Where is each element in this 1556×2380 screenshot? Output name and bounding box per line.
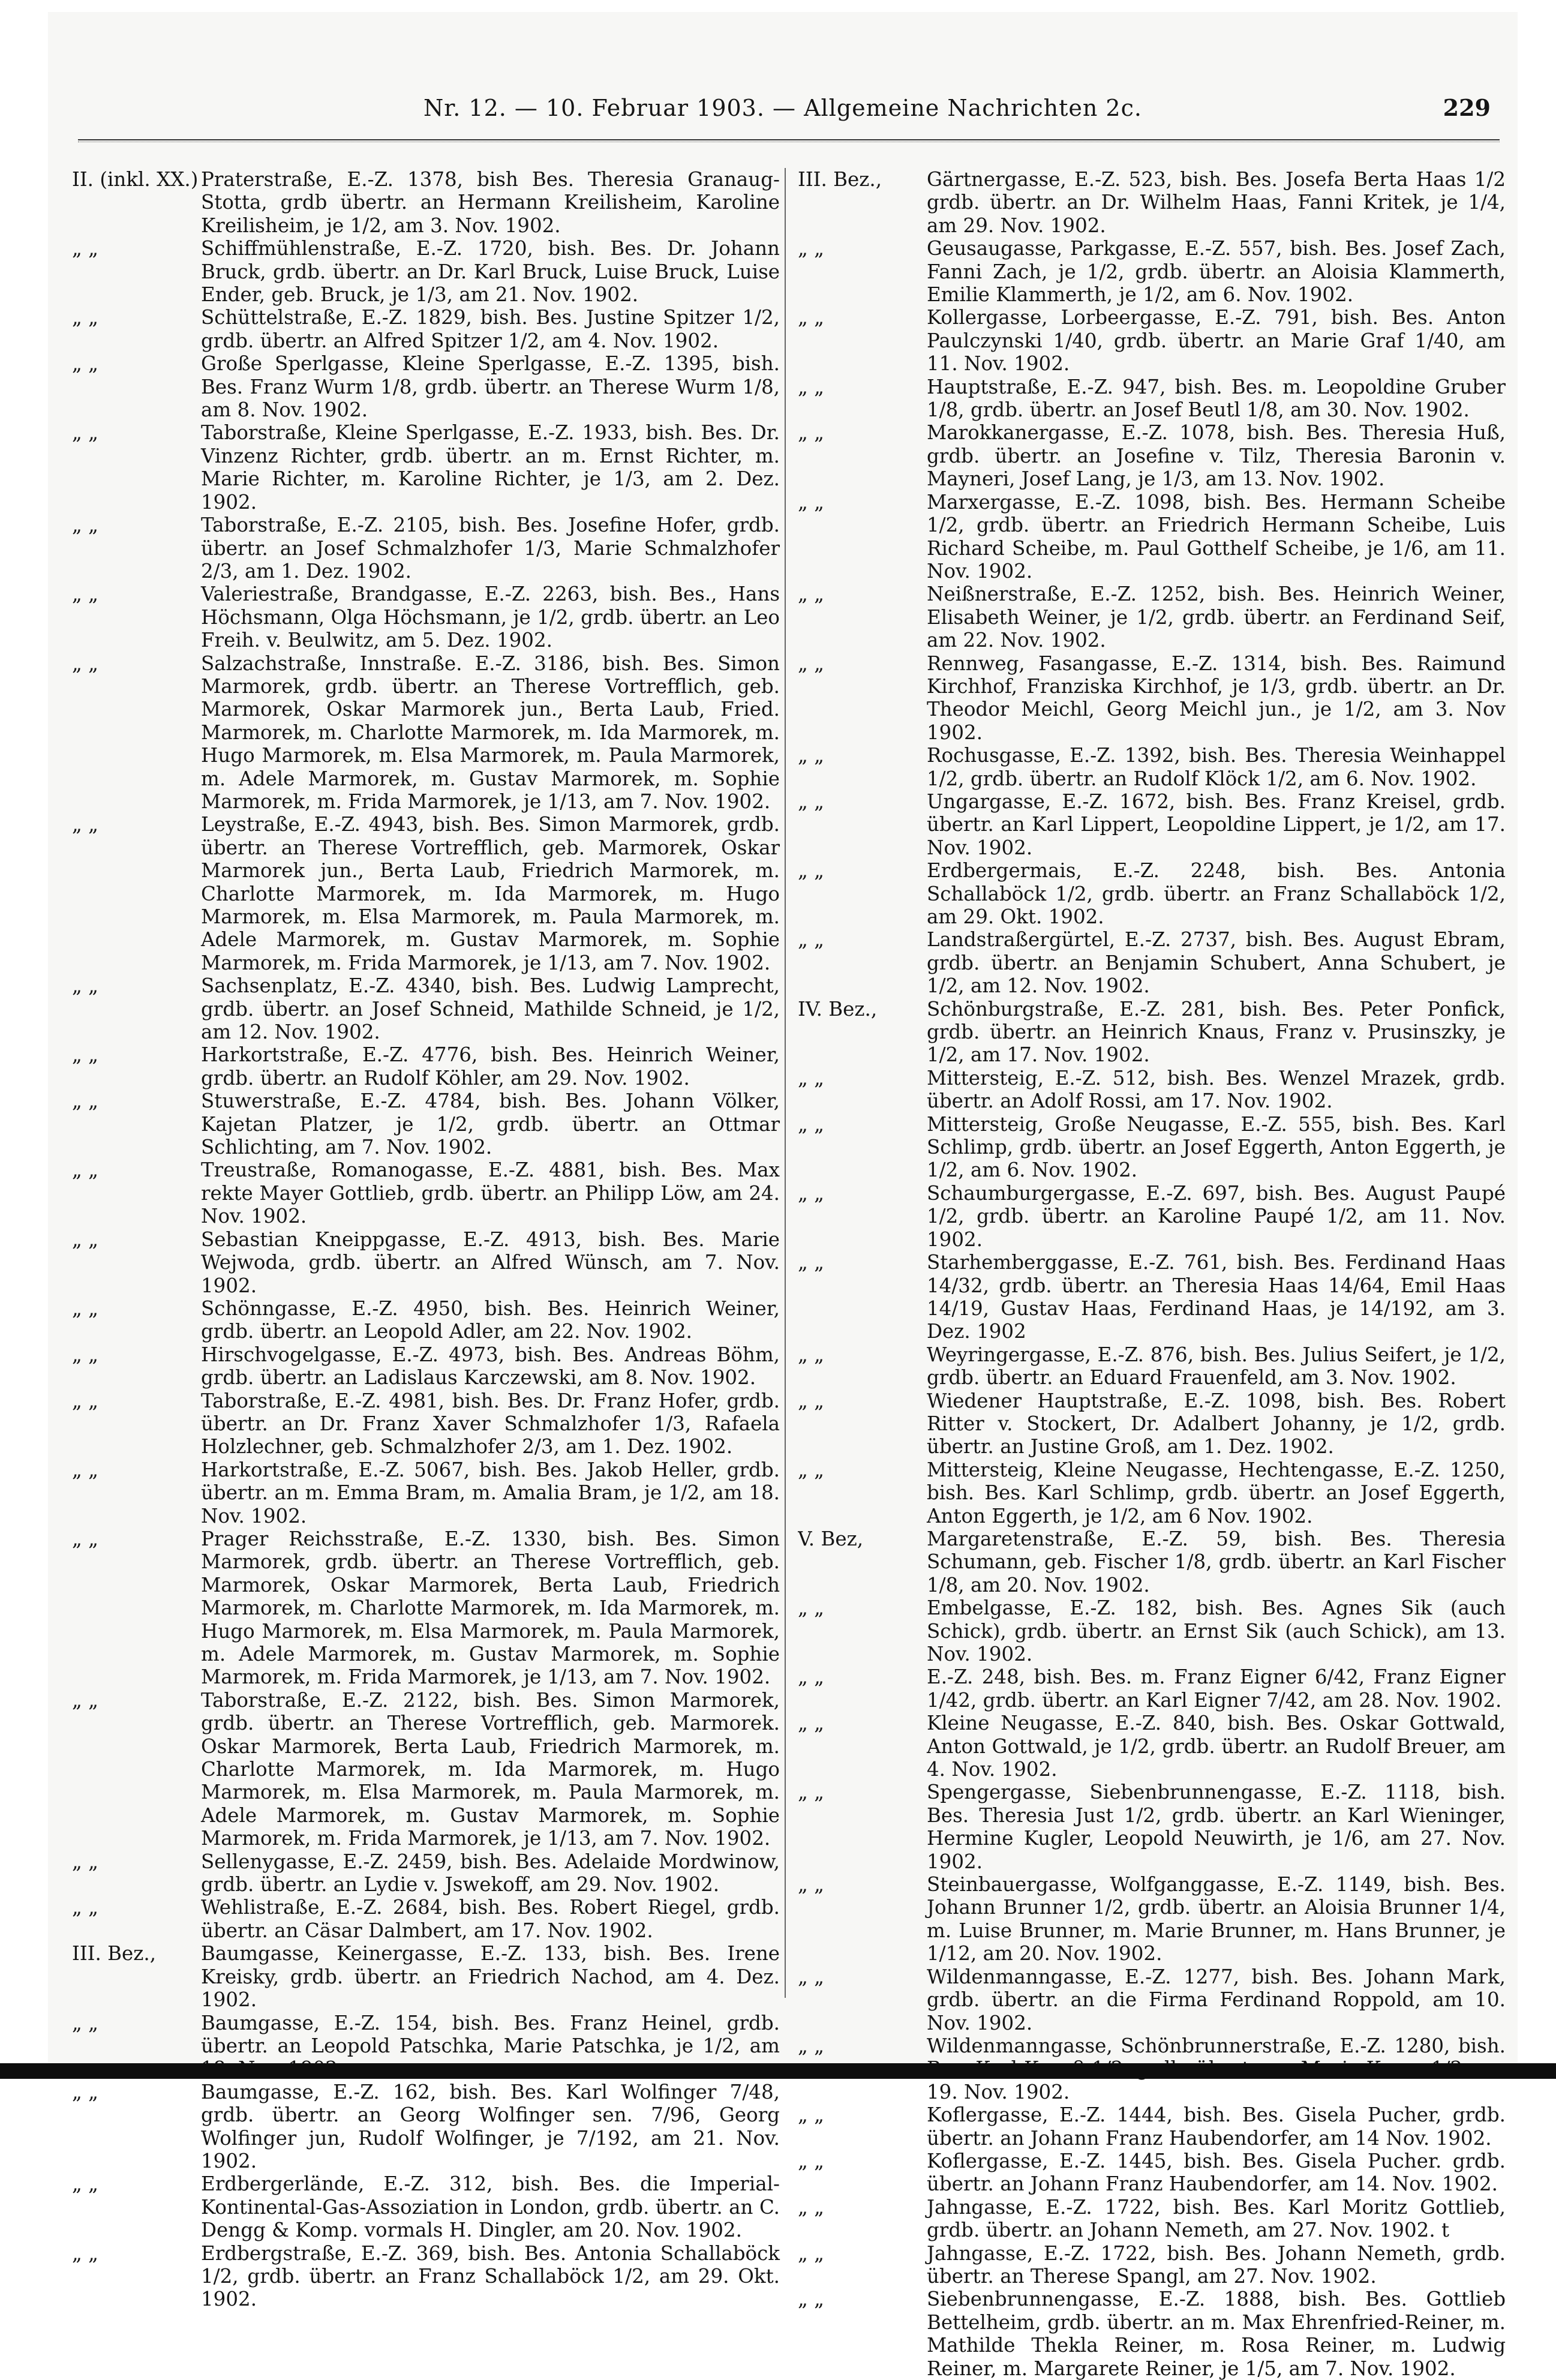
district-label: „ „	[798, 790, 927, 859]
entry-text: Treustraße, Romanogasse, E.-Z. 4881, bish. Bes. Max rekte Mayer Gottlieb, grdb. übertr. an Philipp Löw, am 24. Nov. 1902.	[201, 1159, 780, 1227]
district-label: „ „	[798, 1712, 927, 1781]
register-entry	[798, 421, 1506, 490]
running-title: Nr. 12. — 10. Februar 1903. — Allgemeine Nachrichten 2c.	[48, 90, 1518, 126]
district-label: „ „	[798, 2242, 927, 2288]
district-label: „ „	[798, 2196, 927, 2242]
district-label: „ „	[72, 974, 201, 1043]
entry-text: Neißnerstraße, E.-Z. 1252, bish. Bes. Heinrich Weiner, Elisabeth Weiner, je 1/2, grdb. übertr. an Ferdinand Seif, am 22. Nov. 1902.	[927, 583, 1506, 652]
register-entry	[798, 1251, 1506, 1343]
entry-text: Taborstraße, Kleine Sperlgasse, E.-Z. 1933, bish. Bes. Dr. Vinzenz Richter, grdb. übertr. an m. Ernst Richter, m. Marie Richter, m. Karoline Richter, je 1/3, am 2. Dez. 1902.	[201, 421, 780, 514]
entry-text: Steinbauergasse, Wolfganggasse, E.-Z. 1149, bish. Bes. Johann Brunner 1/2, grdb. übertr. an Aloisia Brunner 1/4, m. Luise Brunner, m. Marie Brunner, m. Hans Brunner, je 1/12, am 20. Nov. 1902.	[927, 1873, 1506, 1965]
register-entry	[72, 2081, 780, 2173]
entry-text: Spengergasse, Siebenbrunnengasse, E.-Z. 1118, bish. Bes. Theresia Just 1/2, grdb. übertr. an Karl Wieninger, Hermine Kugler, Leopold Neuwirth, je 1/6, am 27. Nov. 1902.	[927, 1781, 1506, 1873]
register-entry	[72, 1343, 780, 1389]
register-entry	[798, 1965, 1506, 2034]
district-label: „ „	[798, 1458, 927, 1527]
district-label: „ „	[798, 1067, 927, 1113]
register-entry	[798, 306, 1506, 375]
register-entry	[798, 2150, 1506, 2196]
district-label: IV. Bez.,	[798, 998, 927, 1067]
register-entry	[72, 1458, 780, 1527]
entry-text: Rennweg, Fasangasse, E.-Z. 1314, bish. Bes. Raimund Kirchhof, Franziska Kirchhof, je 1/3, grdb. übertr. an Dr. Theodor Meichl, Georg Meichl jun., je 1/2, am 3. Nov 1902.	[927, 652, 1506, 745]
register-entry	[72, 2172, 780, 2241]
page-header	[48, 90, 1518, 126]
district-label: „ „	[798, 744, 927, 790]
register-entry	[798, 1113, 1506, 1182]
district-label: „ „	[798, 1251, 927, 1343]
entry-text: Taborstraße, E.-Z. 2105, bish. Bes. Josefine Hofer, grdb. übertr. an Josef Schmalzhofer 1/3, Marie Schmalzhofer 2/3, am 1. Dez. 1902.	[201, 514, 780, 583]
entry-text: Wehlistraße, E.-Z. 2684, bish. Bes. Robert Riegel, grdb. übertr. an Cäsar Dalmbert, am 17. Nov. 1902.	[201, 1896, 780, 1942]
district-label: „ „	[72, 1159, 201, 1227]
district-label: III. Bez.,	[72, 1942, 201, 2011]
register-entry	[72, 421, 780, 514]
district-label: III. Bez.,	[798, 168, 927, 237]
register-entry	[72, 974, 780, 1043]
register-entry	[798, 1458, 1506, 1527]
entry-text: Harkortstraße, E.-Z. 4776, bish. Bes. Heinrich Weiner, grdb. übertr. an Rudolf Köhler, am 29. Nov. 1902.	[201, 1043, 780, 1090]
district-label: „ „	[72, 1090, 201, 1159]
register-entry	[798, 376, 1506, 422]
register-entry	[72, 306, 780, 352]
register-entry	[798, 2242, 1506, 2288]
district-label: „ „	[72, 2012, 201, 2081]
entry-text: Jahngasse, E.-Z. 1722, bish. Bes. Johann Nemeth, grdb. übertr. an Therese Spangl, am 27. Nov. 1902.	[927, 2242, 1506, 2288]
district-label: „ „	[72, 1896, 201, 1942]
entry-text: Mittersteig, Kleine Neugasse, Hechtengasse, E.-Z. 1250, bish. Bes. Karl Schlimp, grdb. übertr. an Josef Eggerth, Anton Eggerth, je 1/2, am 6 Nov. 1902.	[927, 1458, 1506, 1527]
district-label: „ „	[72, 2242, 201, 2311]
register-entry	[72, 583, 780, 652]
register-entry	[72, 168, 780, 237]
register-entry	[72, 1090, 780, 1159]
entry-text: Wildenmanngasse, Schönbrunnerstraße, E.-Z. 1280, bish. Bes. Karl Krauß 1/2, grdb. übertr. an Marie Kraus 1/2, am 19. Nov. 1902.	[927, 2034, 1506, 2103]
district-label: „ „	[72, 1343, 201, 1389]
register-entry	[798, 859, 1506, 928]
entry-text: Wiedener Hauptstraße, E.-Z. 1098, bish. Bes. Robert Ritter v. Stockert, Dr. Adalbert Johanny, je 1/2, grdb. übertr. an Justine Groß, am 1. Dez. 1902.	[927, 1389, 1506, 1458]
district-label: „ „	[798, 1965, 927, 2034]
header-rule	[78, 139, 1500, 142]
district-label: „ „	[798, 2288, 927, 2380]
district-label: „ „	[72, 514, 201, 583]
district-label: „ „	[798, 859, 927, 928]
entry-text: Stuwerstraße, E.-Z. 4784, bish. Bes. Johann Völker, Kajetan Platzer, je 1/2, grdb. übertr. an Ottmar Schlichting, am 7. Nov. 1902.	[201, 1090, 780, 1159]
page-number: 229	[1443, 90, 1491, 126]
register-entry	[72, 237, 780, 306]
district-label: „ „	[798, 928, 927, 997]
entry-text: Sellenygasse, E.-Z. 2459, bish. Bes. Adelaide Mordwinow, grdb. übertr. an Lydie v. Jswekoff, am 29. Nov. 1902.	[201, 1850, 780, 1896]
register-entry	[72, 2242, 780, 2311]
register-entry	[798, 1389, 1506, 1458]
register-entry	[72, 1389, 780, 1458]
entry-text: Siebenbrunnengasse, E.-Z. 1888, bish. Bes. Gottlieb Bettelheim, grdb. übertr. an m. Max Ehrenfried-Reiner, m. Mathilde Thekla Reiner, m. Rosa Reiner, m. Ludwig	[927, 2288, 1506, 2380]
entry-text: Wildenmanngasse, E.-Z. 1277, bish. Bes. Johann Mark, grdb. übertr. an die Firma Ferdinand Roppold, am 10. Nov. 1902.	[927, 1965, 1506, 2034]
entry-text: Koflergasse, E.-Z. 1444, bish. Bes. Gisela Pucher, grdb. übertr. an Johann Franz Haubendorfer, am 14 Nov. 1902.	[927, 2103, 1506, 2150]
register-entry	[798, 1781, 1506, 1873]
district-label: „ „	[798, 237, 927, 306]
entry-text: Starhemberggasse, E.-Z. 761, bish. Bes. Ferdinand Haas 14/32, grdb. übertr. an Theresia Haas 14/64, Emil Haas 14/19, Gustav Haas, Ferdinand Haas, je 14/192, am 3. Dez. 1902	[927, 1251, 1506, 1343]
entry-text: Baumgasse, E.-Z. 162, bish. Bes. Karl Wolfinger 7/48, grdb. übertr. an Georg Wolfinger sen. 7/96, Georg Wolfinger jun, Rudolf Wolfinger, je 7/192, am 21. Nov. 1902.	[201, 2081, 780, 2173]
entry-text: Jahngasse, E.-Z. 1722, bish. Bes. Karl Moritz Gottlieb, grdb. übertr. an Johann Nemeth, am 27. Nov. 1902. t	[927, 2196, 1506, 2242]
entry-text: Erdbergermais, E.-Z. 2248, bish. Bes. Antonia Schallaböck 1/2, grdb. übertr. an Franz Schallaböck 1/2, am 29. Okt. 1902.	[927, 859, 1506, 928]
district-label: „ „	[72, 237, 201, 306]
entry-text: Praterstraße, E.-Z. 1378, bish Bes. Theresia Granaug-Stotta, grdb übertr. an Hermann Kreilisheim, Karoline Kreilisheim, je 1/2, am 3. Nov. 1902.	[201, 168, 780, 237]
entry-text: Weyringergasse, E.-Z. 876, bish. Bes. Julius Seifert, je 1/2, grdb. übertr. an Eduard Frauenfeld, am 3. Nov. 1902.	[927, 1343, 1506, 1389]
column-divider	[785, 168, 786, 1998]
entry-text: Große Sperlgasse, Kleine Sperlgasse, E.-Z. 1395, bish. Bes. Franz Wurm 1/8, grdb. übertr. an Therese Wurm 1/8, am 8. Nov. 1902.	[201, 352, 780, 421]
entry-text: Marokkanergasse, E.-Z. 1078, bish. Bes. Theresia Huß, grdb. übertr. an Josefine v. Tilz, Theresia Baronin v. Mayneri, Josef Lang, je 1/3, am 13. Nov. 1902.	[927, 421, 1506, 490]
district-label: „ „	[72, 1389, 201, 1458]
district-label: „ „	[798, 1182, 927, 1251]
entry-text: Taborstraße, E.-Z. 2122, bish. Bes. Simon Marmorek, grdb. übertr. an Therese Vortrefflich, geb. Marmorek. Oskar Marmorek, Berta Laub, Friedrich Marmorek, m. Charlotte Marmorek, m. Ida Marmorek, m. Hugo Marmorek, m. Elsa Marmorek, m. Paula Marmorek, m. Adele Marmorek, m. Gustav Marmorek, m. Sophie Marmorek, m. Frida Marmorek, je 1/13, am 7. Nov. 1902.	[201, 1689, 780, 1850]
register-entry	[72, 1043, 780, 1090]
entry-text: Hirschvogelgasse, E.-Z. 4973, bish. Bes. Andreas Böhm, grdb. übertr. an Ladislaus Karczewski, am 8. Nov. 1902.	[201, 1343, 780, 1389]
district-label: „ „	[798, 491, 927, 583]
register-entry	[798, 237, 1506, 306]
entry-text: Salzachstraße, Innstraße. E.-Z. 3186, bish. Bes. Simon Marmorek, grdb. übertr. an Therese Vortrefflich, geb. Marmorek, Oskar Marmorek jun., Berta Laub, Fried. Marmorek, m. Charlotte Marmorek, m. Ida Marmorek, m. Hugo Marmorek, m. Elsa Marmorek, m. Paula Marmorek, m. Adele Marmorek, m. Gustav Marmorek, m. Sophie Marmorek, m. Frida Marmorek, je 1/13, am 7. Nov. 1902.	[201, 652, 780, 814]
register-entry	[798, 1665, 1506, 1712]
register-entry	[798, 2103, 1506, 2150]
register-entry	[798, 1527, 1506, 1596]
right-column	[798, 168, 1506, 2380]
district-label: „ „	[798, 2103, 927, 2150]
register-entry	[72, 813, 780, 974]
register-entry	[72, 1896, 780, 1942]
district-label: „ „	[72, 813, 201, 974]
entry-text: Valeriestraße, Brandgasse, E.-Z. 2263, bish. Bes., Hans Höchsmann, Olga Höchsmann, je 1/2, grdb. übertr. an Leo Freih. v. Beulwitz, am 5. Dez. 1902.	[201, 583, 780, 652]
entry-text: Mittersteig, Große Neugasse, E.-Z. 555, bish. Bes. Karl Schlimp, grdb. übertr. an Josef Eggerth, Anton Eggerth, je 1/2, am 6. Nov. 1902.	[927, 1113, 1506, 1182]
left-column	[72, 168, 780, 2311]
scan-border	[0, 2063, 1556, 2079]
district-label: „ „	[72, 583, 201, 652]
register-entry	[798, 491, 1506, 583]
district-label: „ „	[798, 583, 927, 652]
entry-text: Erdbergstraße, E.-Z. 369, bish. Bes. Antonia Schallaböck 1/2, grdb. übertr. an Franz Schallaböck 1/2, am 29. Okt. 1902.	[201, 2242, 780, 2311]
district-label: „ „	[798, 1665, 927, 1712]
entry-text: Schönngasse, E.-Z. 4950, bish. Bes. Heinrich Weiner, grdb. übertr. an Leopold Adler, am 22. Nov. 1902.	[201, 1297, 780, 1343]
entry-text: Kleine Neugasse, E.-Z. 840, bish. Bes. Oskar Gottwald, Anton Gottwald, je 1/2, grdb. übertr. an Rudolf Breuer, am 4. Nov. 1902.	[927, 1712, 1506, 1781]
register-entry	[72, 1850, 780, 1896]
entry-text: Taborstraße, E.-Z. 4981, bish. Bes. Dr. Franz Hofer, grdb. übertr. an Dr. Franz Xaver Schmalzhofer 1/3, Rafaela Holzlechner, geb. Schmalzhofer 2/3, am 1. Dez. 1902.	[201, 1389, 780, 1458]
district-label: „ „	[798, 376, 927, 422]
entry-text: Sebastian Kneippgasse, E.-Z. 4913, bish. Bes. Marie Wejwoda, grdb. übertr. an Alfred Wünsch, am 7. Nov. 1902.	[201, 1228, 780, 1297]
document-page	[48, 12, 1518, 2064]
register-entry	[798, 1873, 1506, 1965]
district-label: „ „	[72, 1297, 201, 1343]
register-entry	[798, 583, 1506, 652]
register-entry	[72, 1942, 780, 2011]
register-entry	[72, 1297, 780, 1343]
district-label: „ „	[798, 1389, 927, 1458]
entry-text: Marxergasse, E.-Z. 1098, bish. Bes. Hermann Scheibe 1/2, grdb. übertr. an Friedrich Hermann Scheibe, Luis Richard Scheibe, m. Paul Gotthelf Scheibe, je 1/6, am 11. Nov. 1902.	[927, 491, 1506, 583]
district-label: V. Bez,	[798, 1527, 927, 1596]
district-label: „ „	[72, 1527, 201, 1689]
register-entry	[72, 1689, 780, 1850]
entry-text: Harkortstraße, E.-Z. 5067, bish. Bes. Jakob Heller, grdb. übertr. an m. Emma Bram, m. Amalia Bram, je 1/2, am 18. Nov. 1902.	[201, 1458, 780, 1527]
district-label: „ „	[72, 1043, 201, 1090]
entry-text: Schiffmühlenstraße, E.-Z. 1720, bish. Bes. Dr. Johann Bruck, grdb. übertr. an Dr. Karl Bruck, Luise Bruck, Luise Ender, geb. Bruck, je 1/3, am 21. Nov. 1902.	[201, 237, 780, 306]
register-entry	[798, 1067, 1506, 1113]
entry-text: Margaretenstraße, E.-Z. 59, bish. Bes. Theresia Schumann, geb. Fischer 1/8, grdb. übertr. an Karl Fischer 1/8, am 20. Nov. 1902.	[927, 1527, 1506, 1596]
register-entry	[798, 998, 1506, 1067]
entry-text: Kollergasse, Lorbeergasse, E.-Z. 791, bish. Bes. Anton Paulczynski 1/40, grdb. übertr. an Marie Graf 1/40, am 11. Nov. 1902.	[927, 306, 1506, 375]
district-label: „ „	[72, 421, 201, 514]
entry-text: Mittersteig, E.-Z. 512, bish. Bes. Wenzel Mrazek, grdb. übertr. an Adolf Rossi, am 17. Nov. 1902.	[927, 1067, 1506, 1113]
entry-text: Schaumburgergasse, E.-Z. 697, bish. Bes. August Paupé 1/2, grdb. übertr. an Karoline Paupé 1/2, am 11. Nov. 1902.	[927, 1182, 1506, 1251]
district-label: „ „	[72, 2081, 201, 2173]
district-label: „ „	[798, 1873, 927, 1965]
entry-text: Baumgasse, E.-Z. 154, bish. Bes. Franz Heinel, grdb. übertr. an Leopold Patschka, Marie Patschka, je 1/2, am 18. Nov. 1902.	[201, 2012, 780, 2081]
register-entry	[798, 652, 1506, 745]
entry-text: Koflergasse, E.-Z. 1445, bish. Bes. Gisela Pucher. grdb. übertr. an Johann Franz Haubendorfer, am 14. Nov. 1902.	[927, 2150, 1506, 2196]
register-entry	[72, 1228, 780, 1297]
entry-text: Schönburgstraße, E.-Z. 281, bish. Bes. Peter Ponfick, grdb. übertr. an Heinrich Knaus, Franz v. Prusinszky, je 1/2, am 17. Nov. 1902.	[927, 998, 1506, 1067]
district-label: „ „	[798, 1596, 927, 1665]
entry-text: Erdbergerlände, E.-Z. 312, bish. Bes. die Imperial-Kontinental-Gas-Assoziation in London, grdb. übertr. an C. Dengg & Komp. vormals H. Dingler, am 20. Nov. 1902.	[201, 2172, 780, 2241]
district-label: „ „	[72, 1689, 201, 1850]
entry-text: Ungargasse, E.-Z. 1672, bish. Bes. Franz Kreisel, grdb. übertr. an Karl Lippert, Leopoldine Lippert, je 1/2, am 17. Nov. 1902.	[927, 790, 1506, 859]
register-entry	[72, 352, 780, 421]
entry-text: Schüttelstraße, E.-Z. 1829, bish. Bes. Justine Spitzer 1/2, grdb. übertr. an Alfred Spitzer 1/2, am 4. Nov. 1902.	[201, 306, 780, 352]
district-label: „ „	[72, 1228, 201, 1297]
district-label: „ „	[798, 2150, 927, 2196]
district-label: „ „	[798, 1781, 927, 1873]
district-label: „ „	[72, 652, 201, 814]
register-entry	[798, 1712, 1506, 1781]
district-label: „ „	[798, 306, 927, 375]
entry-text: Embelgasse, E.-Z. 182, bish. Bes. Agnes Sik (auch Schick), grdb. übertr. an Ernst Sik (auch Schick), am 13. Nov. 1902.	[927, 1596, 1506, 1665]
district-label: „ „	[72, 1850, 201, 1896]
entry-text: Prager Reichsstraße, E.-Z. 1330, bish. Bes. Simon Marmorek, grdb. übertr. an Therese Vortrefflich, geb. Marmorek, Oskar Marmorek, Berta Laub, Friedrich Marmorek, m. Charlotte Marmorek, m. Ida Marmorek, m. Hugo Marmorek, m. Elsa Marmorek, m. Paula Marmorek, m. Adele Marmorek, m. Gustav Marmorek, m. Sophie Marmorek, m. Frida Marmorek, je 1/13, am 7. Nov. 1902.	[201, 1527, 780, 1689]
register-entry	[798, 1343, 1506, 1389]
district-label: „ „	[798, 1343, 927, 1389]
entry-text: E.-Z. 248, bish. Bes. m. Franz Eigner 6/42, Franz Eigner 1/42, grdb. übertr. an Karl Eigner 7/42, am 28. Nov. 1902.	[927, 1665, 1506, 1712]
district-label: II. (inkl. XX.)	[72, 168, 201, 237]
register-entry	[798, 168, 1506, 237]
district-label: „ „	[72, 352, 201, 421]
register-entry	[798, 790, 1506, 859]
district-label: „ „	[798, 421, 927, 490]
district-label: „ „	[72, 306, 201, 352]
register-entry	[72, 1159, 780, 1227]
district-label: „ „	[72, 1458, 201, 1527]
entry-text: Sachsenplatz, E.-Z. 4340, bish. Bes. Ludwig Lamprecht, grdb. übertr. an Josef Schneid, Mathilde Schneid, je 1/2, am 12. Nov. 1902.	[201, 974, 780, 1043]
district-label: „ „	[72, 2172, 201, 2241]
register-entry	[798, 928, 1506, 997]
entry-text: Geusaugasse, Parkgasse, E.-Z. 557, bish. Bes. Josef Zach, Fanni Zach, je 1/2, grdb. übertr. an Aloisia Klammerth, Emilie Klammerth, je 1/2, am 6. Nov. 1902.	[927, 237, 1506, 306]
entry-text: Hauptstraße, E.-Z. 947, bish. Bes. m. Leopoldine Gruber 1/8, grdb. übertr. an Josef Beutl 1/8, am 30. Nov. 1902.	[927, 376, 1506, 422]
entry-text: Landstraßergürtel, E.-Z. 2737, bish. Bes. August Ebram, grdb. übertr. an Benjamin Schubert, Anna Schubert, je 1/2, am 12. Nov. 1902.	[927, 928, 1506, 997]
district-label: „ „	[798, 652, 927, 745]
entry-text: Gärtnergasse, E.-Z. 523, bish. Bes. Josefa Berta Haas 1/2 grdb. übertr. an Dr. Wilhelm Haas, Fanni Kritek, je 1/4, am 29. Nov. 1902.	[927, 168, 1506, 237]
register-entry	[798, 1182, 1506, 1251]
register-entry	[798, 744, 1506, 790]
entry-text: Baumgasse, Keinergasse, E.-Z. 133, bish. Bes. Irene Kreisky, grdb. übertr. an Friedrich Nachod, am 4. Dez. 1902.	[201, 1942, 780, 2011]
entry-text: Leystraße, E.-Z. 4943, bish. Bes. Simon Marmorek, grdb. übertr. an Therese Vortrefflich, geb. Marmorek, Oskar Marmorek jun., Berta Laub, Friedrich Marmorek, m. Charlotte Marmorek, m. Ida Marmorek, m. Hugo Marmorek, m. Elsa Marmorek, m. Paula Marmorek, m. Adele Marmorek, m. Gustav Marmorek, m. Sophie Marmorek, m. Frida Marmorek, je 1/13, am 7. Nov. 1902.	[201, 813, 780, 974]
entry-text: Rochusgasse, E.-Z. 1392, bish. Bes. Theresia Weinhappel 1/2, grdb. übertr. an Rudolf Klöck 1/2, am 6. Nov. 1902.	[927, 744, 1506, 790]
register-entry	[72, 652, 780, 814]
district-label: „ „	[798, 1113, 927, 1182]
register-entry	[798, 1596, 1506, 1665]
register-entry	[798, 2288, 1506, 2380]
district-label: „ „	[798, 2034, 927, 2103]
register-entry	[798, 2196, 1506, 2242]
register-entry	[72, 514, 780, 583]
register-entry	[72, 1527, 780, 1689]
